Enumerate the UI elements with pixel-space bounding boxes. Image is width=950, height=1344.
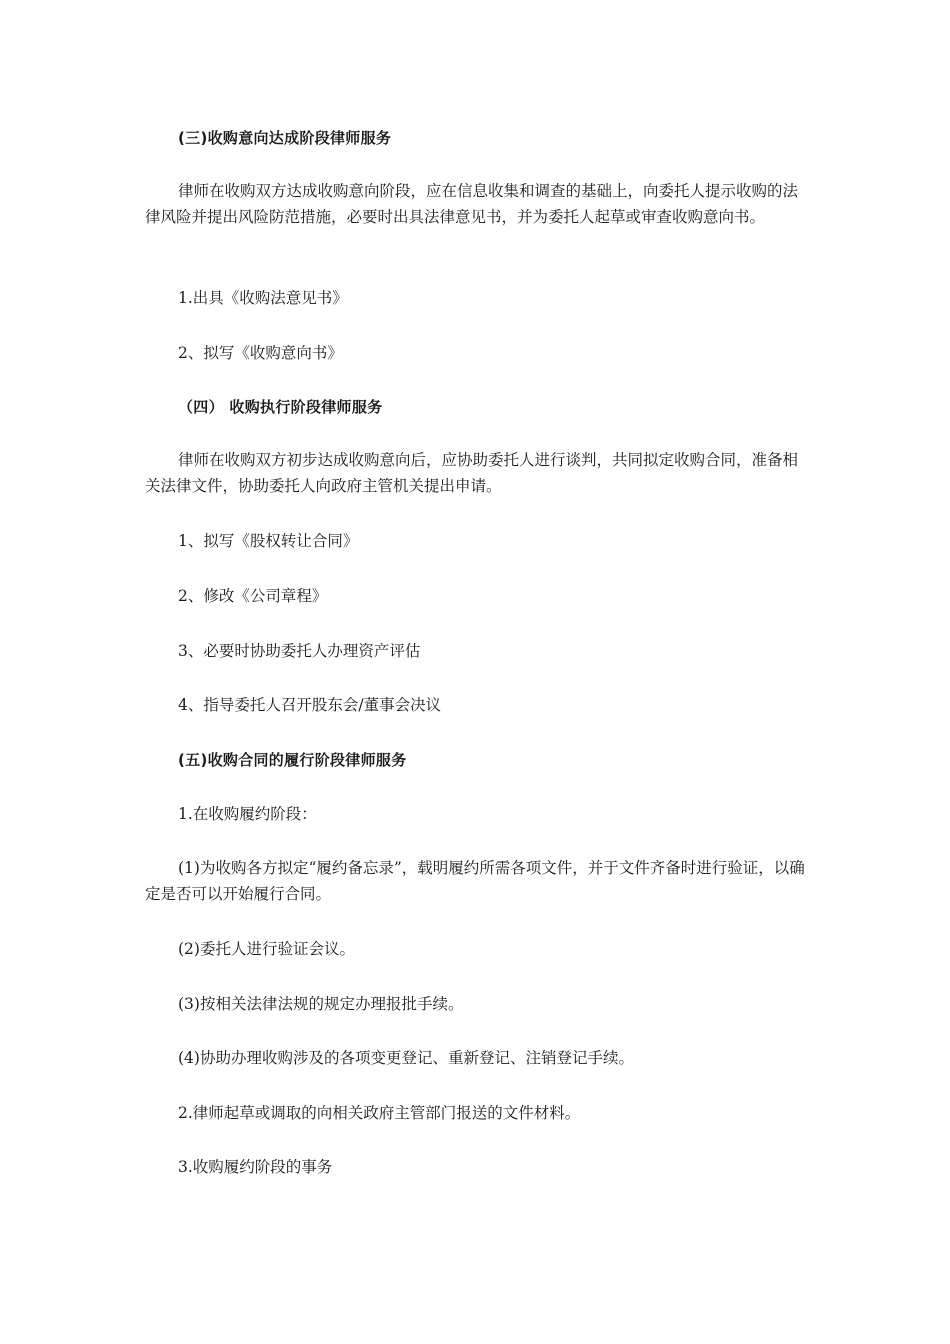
section-5-sub-1: (1)为收购各方拟定“履约备忘录”，载明履约所需各项文件，并于文件齐备时进行验证，以确定是否可以开始履行合同。 bbox=[145, 859, 805, 903]
section-5-item-1: 1.在收购履约阶段： bbox=[178, 805, 317, 823]
section-3-item-1: 1.出具《收购法意见书》 bbox=[178, 289, 348, 307]
section-4-item-4: 4、指导委托人召开股东会/董事会决议 bbox=[178, 696, 442, 714]
section-5-item-2: 2.律师起草或调取的向相关政府主管部门报送的文件材料。 bbox=[178, 1104, 581, 1122]
section-5-sub-3: (3)按相关法律法规的规定办理报批手续。 bbox=[178, 995, 464, 1013]
section-5-sub-4: (4)协助办理收购涉及的各项变更登记、重新登记、注销登记手续。 bbox=[178, 1049, 634, 1067]
section-4-item-2: 2、修改《公司章程》 bbox=[178, 587, 328, 605]
section-4-body: 律师在收购双方初步达成收购意向后，应协助委托人进行谈判，共同拟定收购合同，准备相关法律文件，协助委托人向政府主管机关提出申请。 bbox=[145, 451, 799, 495]
section-4-item-3: 3、必要时协助委托人办理资产评估 bbox=[178, 642, 421, 660]
section-5-item-3: 3.收购履约阶段的事务 bbox=[178, 1158, 333, 1176]
section-5-heading: (五)收购合同的履行阶段律师服务 bbox=[178, 751, 407, 769]
section-3-heading: (三)收购意向达成阶段律师服务 bbox=[178, 129, 392, 147]
section-4-heading: （四） 收购执行阶段律师服务 bbox=[178, 398, 383, 416]
section-3-body: 律师在收购双方达成收购意向阶段，应在信息收集和调查的基础上，向委托人提示收购的法律风险并提出风险防范措施，必要时出具法律意见书，并为委托人起草或审查收购意向书。 bbox=[145, 182, 799, 226]
section-5-sub-2: (2)委托人进行验证会议。 bbox=[178, 940, 355, 958]
section-3-item-2: 2、拟写《收购意向书》 bbox=[178, 344, 343, 362]
section-4-item-1: 1、拟写《股权转让合同》 bbox=[178, 532, 359, 550]
